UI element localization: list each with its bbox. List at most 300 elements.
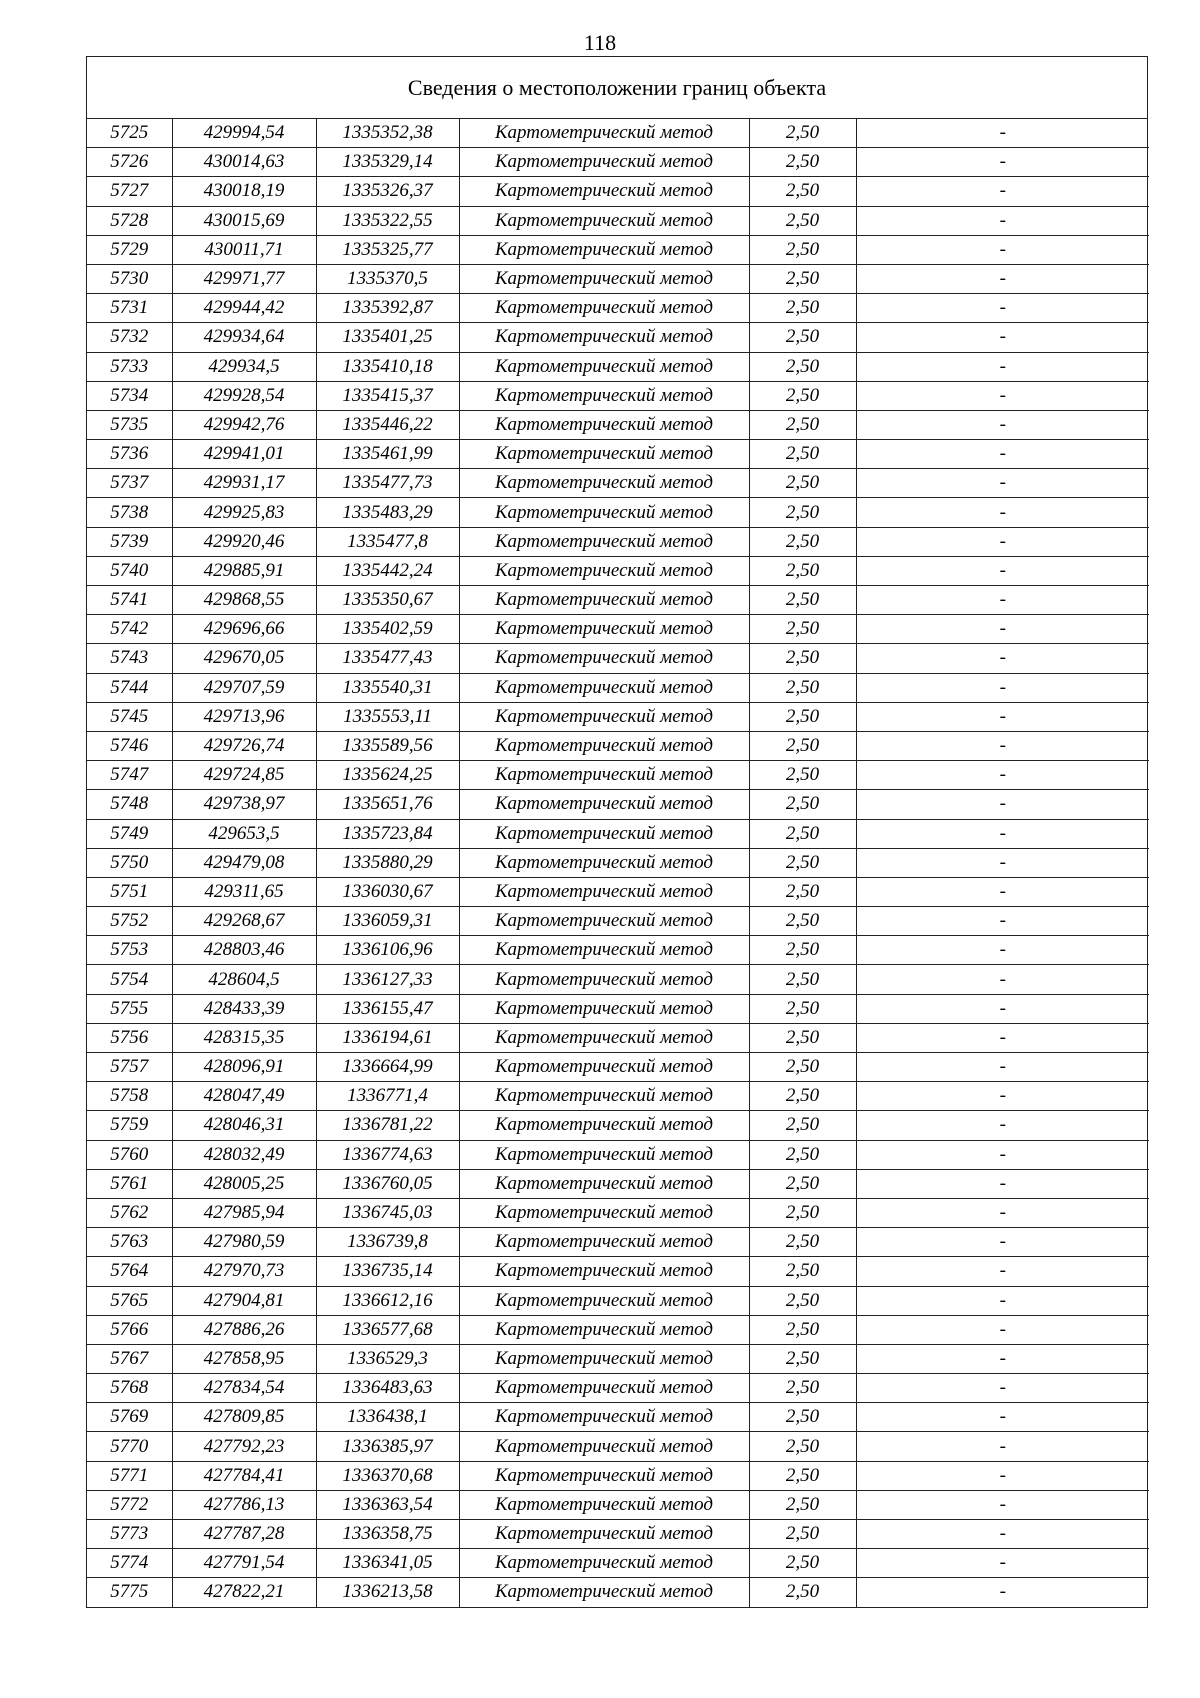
- table-row: [87, 994, 1149, 1023]
- table-row: [87, 1344, 1149, 1373]
- y-coordinate-cell: 1335651,76: [316, 790, 459, 819]
- accuracy-cell: 2,50: [749, 907, 856, 936]
- table-row: [87, 848, 1149, 877]
- description-cell: -: [856, 1490, 1149, 1519]
- point-number-cell: 5732: [87, 323, 172, 352]
- description-cell: -: [856, 615, 1149, 644]
- method-cell: Картометрический метод: [459, 119, 749, 148]
- point-number-cell: 5749: [87, 819, 172, 848]
- point-number-cell: 5754: [87, 965, 172, 994]
- description-cell: -: [856, 1344, 1149, 1373]
- method-cell: Картометрический метод: [459, 1023, 749, 1052]
- description-cell: -: [856, 673, 1149, 702]
- x-coordinate-cell: 429707,59: [172, 673, 316, 702]
- y-coordinate-cell: 1336059,31: [316, 907, 459, 936]
- x-coordinate-cell: 430018,19: [172, 177, 316, 206]
- x-coordinate-cell: 427809,85: [172, 1403, 316, 1432]
- method-cell: Картометрический метод: [459, 352, 749, 381]
- description-cell: -: [856, 907, 1149, 936]
- method-cell: Картометрический метод: [459, 235, 749, 264]
- accuracy-cell: 2,50: [749, 352, 856, 381]
- description-cell: -: [856, 1549, 1149, 1578]
- accuracy-cell: 2,50: [749, 235, 856, 264]
- x-coordinate-cell: 427834,54: [172, 1374, 316, 1403]
- y-coordinate-cell: 1336612,16: [316, 1286, 459, 1315]
- description-cell: -: [856, 1169, 1149, 1198]
- point-number-cell: 5741: [87, 586, 172, 615]
- y-coordinate-cell: 1335446,22: [316, 410, 459, 439]
- table-row: [87, 410, 1149, 439]
- accuracy-cell: 2,50: [749, 615, 856, 644]
- table-row: [87, 936, 1149, 965]
- table-row: [87, 1490, 1149, 1519]
- point-number-cell: 5769: [87, 1403, 172, 1432]
- y-coordinate-cell: 1336358,75: [316, 1520, 459, 1549]
- y-coordinate-cell: 1336341,05: [316, 1549, 459, 1578]
- method-cell: Картометрический метод: [459, 556, 749, 585]
- method-cell: Картометрический метод: [459, 148, 749, 177]
- description-cell: -: [856, 1403, 1149, 1432]
- table-row: [87, 702, 1149, 731]
- method-cell: Картометрический метод: [459, 410, 749, 439]
- table-row: [87, 965, 1149, 994]
- method-cell: Картометрический метод: [459, 731, 749, 760]
- accuracy-cell: 2,50: [749, 440, 856, 469]
- description-cell: -: [856, 1023, 1149, 1052]
- point-number-cell: 5758: [87, 1082, 172, 1111]
- accuracy-cell: 2,50: [749, 527, 856, 556]
- accuracy-cell: 2,50: [749, 1490, 856, 1519]
- y-coordinate-cell: 1336155,47: [316, 994, 459, 1023]
- method-cell: Картометрический метод: [459, 498, 749, 527]
- description-cell: -: [856, 1374, 1149, 1403]
- method-cell: Картометрический метод: [459, 965, 749, 994]
- point-number-cell: 5744: [87, 673, 172, 702]
- table-row: [87, 1315, 1149, 1344]
- y-coordinate-cell: 1335442,24: [316, 556, 459, 585]
- x-coordinate-cell: 430011,71: [172, 235, 316, 264]
- accuracy-cell: 2,50: [749, 1432, 856, 1461]
- point-number-cell: 5767: [87, 1344, 172, 1373]
- method-cell: Картометрический метод: [459, 1490, 749, 1519]
- x-coordinate-cell: 428005,25: [172, 1169, 316, 1198]
- point-number-cell: 5748: [87, 790, 172, 819]
- point-number-cell: 5763: [87, 1228, 172, 1257]
- table-row: [87, 119, 1149, 148]
- table-row: [87, 235, 1149, 264]
- point-number-cell: 5771: [87, 1461, 172, 1490]
- description-cell: -: [856, 702, 1149, 731]
- table-row: [87, 1198, 1149, 1227]
- point-number-cell: 5762: [87, 1198, 172, 1227]
- point-number-cell: 5773: [87, 1520, 172, 1549]
- method-cell: Картометрический метод: [459, 323, 749, 352]
- method-cell: Картометрический метод: [459, 907, 749, 936]
- y-coordinate-cell: 1335352,38: [316, 119, 459, 148]
- accuracy-cell: 2,50: [749, 1315, 856, 1344]
- x-coordinate-cell: 429724,85: [172, 761, 316, 790]
- y-coordinate-cell: 1336385,97: [316, 1432, 459, 1461]
- point-number-cell: 5733: [87, 352, 172, 381]
- y-coordinate-cell: 1335723,84: [316, 819, 459, 848]
- y-coordinate-cell: 1335483,29: [316, 498, 459, 527]
- accuracy-cell: 2,50: [749, 1403, 856, 1432]
- accuracy-cell: 2,50: [749, 1578, 856, 1607]
- table-row: [87, 1169, 1149, 1198]
- description-cell: -: [856, 498, 1149, 527]
- x-coordinate-cell: 427787,28: [172, 1520, 316, 1549]
- point-number-cell: 5750: [87, 848, 172, 877]
- description-cell: -: [856, 352, 1149, 381]
- accuracy-cell: 2,50: [749, 819, 856, 848]
- description-cell: -: [999, 1581, 1006, 1603]
- method-cell: Картометрический метод: [459, 1344, 749, 1373]
- x-coordinate-cell: 429713,96: [172, 702, 316, 731]
- point-number-cell: 5774: [87, 1549, 172, 1578]
- point-number-cell: 5739: [87, 527, 172, 556]
- table-row: [87, 1578, 1149, 1607]
- table-row: [87, 1111, 1149, 1140]
- table-row: [87, 1403, 1149, 1432]
- method-cell: Картометрический метод: [459, 440, 749, 469]
- y-coordinate-cell: 1335410,18: [316, 352, 459, 381]
- table-row: [87, 556, 1149, 585]
- method-cell: Картометрический метод: [459, 1432, 749, 1461]
- y-coordinate-cell: 1336774,63: [316, 1140, 459, 1169]
- x-coordinate-cell: 429925,83: [172, 498, 316, 527]
- x-coordinate-cell: 427858,95: [172, 1344, 316, 1373]
- method-cell: Картометрический метод: [459, 673, 749, 702]
- accuracy-cell: 2,50: [749, 206, 856, 235]
- y-coordinate-cell: 1336030,67: [316, 877, 459, 906]
- method-cell: Картометрический метод: [459, 1198, 749, 1227]
- y-coordinate-cell: 1336127,33: [316, 965, 459, 994]
- point-number-cell: 5752: [87, 907, 172, 936]
- x-coordinate-cell: 429268,67: [172, 907, 316, 936]
- x-coordinate-cell: 428047,49: [172, 1082, 316, 1111]
- point-number-cell: 5760: [87, 1140, 172, 1169]
- accuracy-cell: 2,50: [749, 877, 856, 906]
- accuracy-cell: 2,50: [749, 381, 856, 410]
- y-coordinate-cell: 1336483,63: [316, 1374, 459, 1403]
- x-coordinate-cell: 428803,46: [172, 936, 316, 965]
- accuracy-cell: 2,50: [749, 1286, 856, 1315]
- method-cell: Картометрический метод: [459, 1374, 749, 1403]
- accuracy-cell: 2,50: [749, 994, 856, 1023]
- method-cell: Картометрический метод: [459, 381, 749, 410]
- method-cell: Картометрический метод: [459, 1140, 749, 1169]
- x-coordinate-cell: 429696,66: [172, 615, 316, 644]
- point-number-cell: 5738: [87, 498, 172, 527]
- accuracy-cell: 2,50: [749, 1111, 856, 1140]
- x-coordinate-cell: 429738,97: [172, 790, 316, 819]
- method-cell: Картометрический метод: [459, 1111, 749, 1140]
- table-row: [87, 1228, 1149, 1257]
- method-cell: Картометрический метод: [459, 702, 749, 731]
- x-coordinate-cell: 427970,73: [172, 1257, 316, 1286]
- point-number-cell: 5756: [87, 1023, 172, 1052]
- accuracy-cell: 2,50: [749, 644, 856, 673]
- method-cell: Картометрический метод: [459, 1315, 749, 1344]
- table-row: [87, 1053, 1149, 1082]
- y-coordinate-cell: 1335477,73: [316, 469, 459, 498]
- x-coordinate-cell: 429311,65: [172, 877, 316, 906]
- table-row: [87, 469, 1149, 498]
- table-row: [87, 1286, 1149, 1315]
- method-cell: Картометрический метод: [459, 1053, 749, 1082]
- table-row: [87, 731, 1149, 760]
- accuracy-cell: 2,50: [749, 410, 856, 439]
- table-body: [87, 119, 1149, 1607]
- y-coordinate-cell: 1335329,14: [316, 148, 459, 177]
- x-coordinate-cell: 429942,76: [172, 410, 316, 439]
- table-row: [87, 352, 1149, 381]
- accuracy-cell: 2,50: [749, 323, 856, 352]
- description-cell: -: [856, 877, 1149, 906]
- point-number-cell: 5743: [87, 644, 172, 673]
- point-number-cell: 5726: [87, 148, 172, 177]
- point-number-cell: 5727: [87, 177, 172, 206]
- y-coordinate-cell: 1336363,54: [316, 1490, 459, 1519]
- y-coordinate-cell: 1335415,37: [316, 381, 459, 410]
- y-coordinate-cell: 1335325,77: [316, 235, 459, 264]
- boundary-points-table: [87, 119, 1149, 1607]
- x-coordinate-cell: 429971,77: [172, 264, 316, 293]
- accuracy-cell: 2,50: [749, 1520, 856, 1549]
- description-cell: -: [856, 1286, 1149, 1315]
- method-cell: Картометрический метод: [459, 527, 749, 556]
- table-row: [87, 1257, 1149, 1286]
- method-cell: Картометрический метод: [459, 1082, 749, 1111]
- description-cell: -: [856, 323, 1149, 352]
- y-coordinate-cell: 1335589,56: [316, 731, 459, 760]
- description-cell: -: [856, 1082, 1149, 1111]
- x-coordinate-cell: 429934,5: [172, 352, 316, 381]
- description-cell: -: [856, 1432, 1149, 1461]
- description-cell: -: [856, 1257, 1149, 1286]
- x-coordinate-cell: 429653,5: [172, 819, 316, 848]
- accuracy-cell: 2,50: [749, 1169, 856, 1198]
- table-row: [87, 264, 1149, 293]
- x-coordinate-cell: 427985,94: [172, 1198, 316, 1227]
- accuracy-cell: 2,50: [749, 965, 856, 994]
- point-number-cell: 5766: [87, 1315, 172, 1344]
- method-cell: Картометрический метод: [459, 877, 749, 906]
- accuracy-cell: 2,50: [749, 673, 856, 702]
- table-row: [87, 1549, 1149, 1578]
- table-row: [87, 790, 1149, 819]
- method-cell: Картометрический метод: [459, 1228, 749, 1257]
- description-cell: -: [856, 119, 1149, 148]
- point-number-cell: 5761: [87, 1169, 172, 1198]
- table-row: [87, 440, 1149, 469]
- table-row: [87, 1374, 1149, 1403]
- method-cell: Картометрический метод: [459, 586, 749, 615]
- description-cell: -: [856, 527, 1149, 556]
- accuracy-cell: 2,50: [749, 148, 856, 177]
- y-coordinate-cell: 1335461,99: [316, 440, 459, 469]
- description-cell: -: [856, 994, 1149, 1023]
- x-coordinate-cell: 428315,35: [172, 1023, 316, 1052]
- table-row: [87, 498, 1149, 527]
- y-coordinate-cell: 1336529,3: [316, 1344, 459, 1373]
- y-coordinate-cell: 1335880,29: [316, 848, 459, 877]
- x-coordinate-cell: 428046,31: [172, 1111, 316, 1140]
- accuracy-cell: 2,50: [749, 469, 856, 498]
- method-cell: Картометрический метод: [459, 761, 749, 790]
- table-row: [87, 177, 1149, 206]
- x-coordinate-cell: 429934,64: [172, 323, 316, 352]
- description-cell: -: [856, 381, 1149, 410]
- y-coordinate-cell: 1336194,61: [316, 1023, 459, 1052]
- x-coordinate-cell: 428604,5: [172, 965, 316, 994]
- x-coordinate-cell: 427822,21: [172, 1578, 316, 1607]
- y-coordinate-cell: 1336106,96: [316, 936, 459, 965]
- method-cell: Картометрический метод: [459, 819, 749, 848]
- y-coordinate-cell: 1335322,55: [316, 206, 459, 235]
- method-cell: Картометрический метод: [459, 1169, 749, 1198]
- description-cell: -: [856, 1198, 1149, 1227]
- y-coordinate-cell: 1336771,4: [316, 1082, 459, 1111]
- description-cell: -: [856, 1053, 1149, 1082]
- method-cell: Картометрический метод: [459, 1257, 749, 1286]
- point-number-cell: 5751: [87, 877, 172, 906]
- method-cell: Картометрический метод: [459, 644, 749, 673]
- table-row: [87, 206, 1149, 235]
- x-coordinate-cell: 429931,17: [172, 469, 316, 498]
- point-number-cell: 5729: [87, 235, 172, 264]
- method-cell: Картометрический метод: [459, 1549, 749, 1578]
- x-coordinate-cell: 427792,23: [172, 1432, 316, 1461]
- x-coordinate-cell: 429928,54: [172, 381, 316, 410]
- y-coordinate-cell: 1335326,37: [316, 177, 459, 206]
- accuracy-cell: 2,50: [749, 1374, 856, 1403]
- y-coordinate-cell: 1335401,25: [316, 323, 459, 352]
- boundary-table-sheet: [86, 56, 1148, 1608]
- table-row: [87, 819, 1149, 848]
- accuracy-cell: 2,50: [749, 1053, 856, 1082]
- point-number-cell: 5746: [87, 731, 172, 760]
- accuracy-cell: 2,50: [749, 702, 856, 731]
- method-cell: Картометрический метод: [459, 994, 749, 1023]
- accuracy-cell: 2,50: [749, 119, 856, 148]
- table-row: [87, 527, 1149, 556]
- description-cell: -: [856, 819, 1149, 848]
- x-coordinate-cell: 427980,59: [172, 1228, 316, 1257]
- table-row: [87, 1432, 1149, 1461]
- method-cell: Картометрический метод: [459, 848, 749, 877]
- x-coordinate-cell: 428032,49: [172, 1140, 316, 1169]
- x-coordinate-cell: 428433,39: [172, 994, 316, 1023]
- y-coordinate-cell: 1336760,05: [316, 1169, 459, 1198]
- method-cell: Картометрический метод: [459, 1286, 749, 1315]
- y-coordinate-cell: 1335370,5: [316, 264, 459, 293]
- point-number-cell: 5775: [87, 1578, 172, 1607]
- description-cell: -: [856, 1228, 1149, 1257]
- y-coordinate-cell: 1335553,11: [316, 702, 459, 731]
- accuracy-cell: 2,50: [749, 848, 856, 877]
- accuracy-cell: 2,50: [749, 1140, 856, 1169]
- table-row: [87, 1082, 1149, 1111]
- x-coordinate-cell: 429941,01: [172, 440, 316, 469]
- y-coordinate-cell: 1335477,43: [316, 644, 459, 673]
- table-row: [87, 586, 1149, 615]
- accuracy-cell: 2,50: [749, 1461, 856, 1490]
- description-cell: -: [856, 556, 1149, 585]
- y-coordinate-cell: 1336577,68: [316, 1315, 459, 1344]
- y-coordinate-cell: 1336735,14: [316, 1257, 459, 1286]
- description-cell: -: [856, 410, 1149, 439]
- point-number-cell: 5765: [87, 1286, 172, 1315]
- x-coordinate-cell: 429994,54: [172, 119, 316, 148]
- description-cell: -: [856, 644, 1149, 673]
- accuracy-cell: 2,50: [749, 1082, 856, 1111]
- method-cell: Картометрический метод: [459, 206, 749, 235]
- page-number: 118: [583, 30, 617, 55]
- accuracy-cell: 2,50: [749, 1198, 856, 1227]
- x-coordinate-cell: 429920,46: [172, 527, 316, 556]
- description-cell: -: [856, 206, 1149, 235]
- table-row: [87, 294, 1149, 323]
- y-coordinate-cell: 1335477,8: [316, 527, 459, 556]
- x-coordinate-cell: 427784,41: [172, 1461, 316, 1490]
- description-cell: -: [856, 1520, 1149, 1549]
- accuracy-cell: 2,50: [749, 294, 856, 323]
- description-cell: -: [856, 148, 1149, 177]
- table-row: [87, 323, 1149, 352]
- method-cell: Картометрический метод: [459, 1520, 749, 1549]
- table-row: [87, 1140, 1149, 1169]
- table-row: [87, 381, 1149, 410]
- y-coordinate-cell: 1336745,03: [316, 1198, 459, 1227]
- x-coordinate-cell: 427904,81: [172, 1286, 316, 1315]
- method-cell: Картометрический метод: [459, 615, 749, 644]
- accuracy-cell: 2,50: [749, 1228, 856, 1257]
- description-cell: -: [856, 790, 1149, 819]
- x-coordinate-cell: 429885,91: [172, 556, 316, 585]
- description-cell: -: [856, 294, 1149, 323]
- accuracy-cell: 2,50: [749, 498, 856, 527]
- method-cell: Картометрический метод: [459, 264, 749, 293]
- description-cell: -: [856, 235, 1149, 264]
- y-coordinate-cell: 1336781,22: [316, 1111, 459, 1140]
- accuracy-cell: 2,50: [749, 1549, 856, 1578]
- point-number-cell: 5736: [87, 440, 172, 469]
- method-cell: Картометрический метод: [459, 936, 749, 965]
- point-number-cell: 5734: [87, 381, 172, 410]
- x-coordinate-cell: 430014,63: [172, 148, 316, 177]
- accuracy-cell: 2,50: [749, 1023, 856, 1052]
- point-number-cell: 5747: [87, 761, 172, 790]
- accuracy-cell: 2,50: [749, 1257, 856, 1286]
- point-number-cell: 5755: [87, 994, 172, 1023]
- description-cell: -: [856, 586, 1149, 615]
- point-number-cell: 5731: [87, 294, 172, 323]
- x-coordinate-cell: 427791,54: [172, 1549, 316, 1578]
- y-coordinate-cell: 1335624,25: [316, 761, 459, 790]
- method-cell: Картометрический метод: [459, 1578, 749, 1607]
- table-row: [87, 761, 1149, 790]
- x-coordinate-cell: 427886,26: [172, 1315, 316, 1344]
- table-row: [87, 644, 1149, 673]
- x-coordinate-cell: 428096,91: [172, 1053, 316, 1082]
- point-number-cell: 5770: [87, 1432, 172, 1461]
- point-number-cell: 5735: [87, 410, 172, 439]
- x-coordinate-cell: 429479,08: [172, 848, 316, 877]
- point-number-cell: 5728: [87, 206, 172, 235]
- accuracy-cell: 2,50: [749, 586, 856, 615]
- table-row: [87, 615, 1149, 644]
